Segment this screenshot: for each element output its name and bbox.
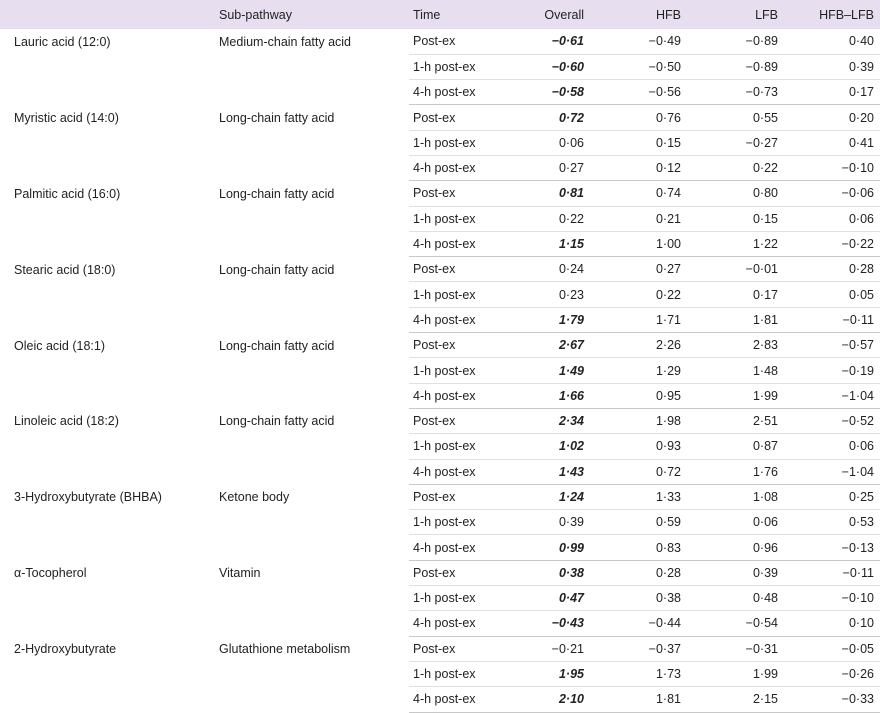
hfb-cell: 2·26 <box>590 333 687 358</box>
hfb-cell: 0·93 <box>590 434 687 459</box>
diff-cell: 0·28 <box>784 257 880 282</box>
overall-cell: −0·61 <box>519 29 590 54</box>
overall-cell: −0·60 <box>519 54 590 79</box>
table-row <box>0 29 880 54</box>
lfb-cell: 1·48 <box>687 358 784 383</box>
time-cell: 1-h post-ex <box>409 586 519 611</box>
time-cell: 1-h post-ex <box>409 434 519 459</box>
overall-cell: 1·02 <box>519 434 590 459</box>
metabolite-name: Stearic acid (18:0) <box>14 262 116 277</box>
metabolite-name: Oleic acid (18:1) <box>14 338 106 353</box>
lfb-cell: 2·51 <box>687 408 784 433</box>
diff-cell: −0·52 <box>784 408 880 433</box>
hfb-cell: 0·38 <box>590 586 687 611</box>
diff-cell: −0·57 <box>784 333 880 358</box>
overall-cell: 0·38 <box>519 560 590 585</box>
hfb-cell: 0·76 <box>590 105 687 130</box>
overall-cell: 0·47 <box>519 586 590 611</box>
metabolite-name: Linoleic acid (18:2) <box>14 414 119 429</box>
time-cell: Post-ex <box>409 333 519 358</box>
diff-cell: −0·19 <box>784 358 880 383</box>
hfb-cell: 0·15 <box>590 130 687 155</box>
time-cell: 4-h post-ex <box>409 611 519 636</box>
overall-cell: 2·10 <box>519 687 590 712</box>
sub-pathway: Long-chain fatty acid <box>219 414 335 429</box>
overall-cell: 0·06 <box>519 130 590 155</box>
hfb-cell: 0·83 <box>590 535 687 560</box>
hfb-cell: 0·59 <box>590 510 687 535</box>
time-cell: Post-ex <box>409 105 519 130</box>
time-cell: 1-h post-ex <box>409 510 519 535</box>
sub-pathway: Ketone body <box>219 490 290 505</box>
diff-cell: −0·33 <box>784 687 880 712</box>
time-cell: 1-h post-ex <box>409 206 519 231</box>
hfb-cell: 1·73 <box>590 661 687 686</box>
time-cell: 1-h post-ex <box>409 282 519 307</box>
hfb-cell: 0·28 <box>590 560 687 585</box>
header-sub-pathway: Sub-pathway <box>219 7 292 22</box>
metabolite-name: 3-Hydroxybutyrate (BHBA) <box>14 490 162 505</box>
lfb-cell: −0·27 <box>687 130 784 155</box>
time-cell: 1-h post-ex <box>409 358 519 383</box>
table-row <box>0 560 880 585</box>
lfb-cell: 2·83 <box>687 333 784 358</box>
metabolite-name: 2-Hydroxybutyrate <box>14 642 117 657</box>
overall-cell: 1·49 <box>519 358 590 383</box>
hfb-cell: 1·00 <box>590 231 687 256</box>
metabolite-name: Myristic acid (14:0) <box>14 110 119 125</box>
diff-cell: 0·25 <box>784 484 880 509</box>
hfb-cell: −0·37 <box>590 636 687 661</box>
diff-cell: 0·10 <box>784 611 880 636</box>
time-cell: 1-h post-ex <box>409 661 519 686</box>
lfb-cell: 2·15 <box>687 687 784 712</box>
diff-cell: −0·10 <box>784 586 880 611</box>
table-row <box>0 484 880 509</box>
hfb-cell: −0·49 <box>590 29 687 54</box>
diff-cell: 0·40 <box>784 29 880 54</box>
hfb-cell: 0·95 <box>590 383 687 408</box>
hfb-cell: −0·44 <box>590 611 687 636</box>
lfb-cell: −0·73 <box>687 80 784 105</box>
lfb-cell: 0·80 <box>687 181 784 206</box>
overall-cell: 1·66 <box>519 383 590 408</box>
diff-cell: 0·05 <box>784 282 880 307</box>
overall-cell: 0·99 <box>519 535 590 560</box>
diff-cell: −0·22 <box>784 231 880 256</box>
header-lfb: LFB <box>755 7 778 22</box>
lfb-cell: 1·76 <box>687 459 784 484</box>
overall-cell: 1·15 <box>519 231 590 256</box>
diff-cell: 0·39 <box>784 54 880 79</box>
time-cell: Post-ex <box>409 484 519 509</box>
lfb-cell: 0·48 <box>687 586 784 611</box>
lfb-cell: 1·99 <box>687 383 784 408</box>
table-body <box>0 29 880 712</box>
overall-cell: 0·23 <box>519 282 590 307</box>
time-cell: 4-h post-ex <box>409 535 519 560</box>
time-cell: 1-h post-ex <box>409 130 519 155</box>
diff-cell: −1·04 <box>784 459 880 484</box>
lfb-cell: 0·06 <box>687 510 784 535</box>
lfb-cell: 0·22 <box>687 155 784 180</box>
diff-cell: −0·06 <box>784 181 880 206</box>
lfb-cell: −0·89 <box>687 29 784 54</box>
diff-cell: 0·41 <box>784 130 880 155</box>
hfb-cell: −0·50 <box>590 54 687 79</box>
time-cell: 1-h post-ex <box>409 54 519 79</box>
overall-cell: 0·72 <box>519 105 590 130</box>
time-cell: 4-h post-ex <box>409 383 519 408</box>
sub-pathway: Long-chain fatty acid <box>219 186 335 201</box>
header-overall: Overall <box>544 7 584 22</box>
lfb-cell: −0·31 <box>687 636 784 661</box>
diff-cell: −0·05 <box>784 636 880 661</box>
overall-cell: 1·79 <box>519 307 590 332</box>
table-row <box>0 333 880 358</box>
sub-pathway: Long-chain fatty acid <box>219 262 335 277</box>
diff-cell: −1·04 <box>784 383 880 408</box>
time-cell: Post-ex <box>409 181 519 206</box>
lfb-cell: 0·15 <box>687 206 784 231</box>
overall-cell: 1·24 <box>519 484 590 509</box>
hfb-cell: 1·29 <box>590 358 687 383</box>
time-cell: Post-ex <box>409 408 519 433</box>
header-hfb-lfb: HFB–LFB <box>819 7 874 22</box>
overall-cell: 1·95 <box>519 661 590 686</box>
sub-pathway: Medium-chain fatty acid <box>219 35 352 49</box>
hfb-cell: −0·56 <box>590 80 687 105</box>
hfb-cell: 0·21 <box>590 206 687 231</box>
header-hfb: HFB <box>656 7 681 22</box>
diff-cell: 0·17 <box>784 80 880 105</box>
lfb-cell: 0·87 <box>687 434 784 459</box>
time-cell: 4-h post-ex <box>409 80 519 105</box>
sub-pathway: Long-chain fatty acid <box>219 110 335 125</box>
lfb-cell: 0·55 <box>687 105 784 130</box>
diff-cell: −0·11 <box>784 307 880 332</box>
table-row <box>0 105 880 130</box>
overall-cell: 2·67 <box>519 333 590 358</box>
lfb-cell: −0·89 <box>687 54 784 79</box>
diff-cell: 0·06 <box>784 434 880 459</box>
header-time: Time <box>413 7 441 22</box>
metabolite-name: Lauric acid (12:0) <box>14 35 111 49</box>
lfb-cell: 1·81 <box>687 307 784 332</box>
lfb-cell: 1·22 <box>687 231 784 256</box>
lfb-cell: −0·01 <box>687 257 784 282</box>
overall-cell: −0·43 <box>519 611 590 636</box>
diff-cell: 0·06 <box>784 206 880 231</box>
diff-cell: −0·11 <box>784 560 880 585</box>
lfb-cell: 1·08 <box>687 484 784 509</box>
time-cell: 4-h post-ex <box>409 307 519 332</box>
diff-cell: 0·20 <box>784 105 880 130</box>
time-cell: 4-h post-ex <box>409 155 519 180</box>
lfb-cell: 1·99 <box>687 661 784 686</box>
hfb-cell: 0·27 <box>590 257 687 282</box>
hfb-cell: 1·81 <box>590 687 687 712</box>
diff-cell: −0·10 <box>784 155 880 180</box>
overall-cell: −0·58 <box>519 80 590 105</box>
overall-cell: 0·24 <box>519 257 590 282</box>
time-cell: Post-ex <box>409 29 519 54</box>
sub-pathway: Long-chain fatty acid <box>219 338 335 353</box>
diff-cell: −0·13 <box>784 535 880 560</box>
hfb-cell: 0·22 <box>590 282 687 307</box>
hfb-cell: 0·72 <box>590 459 687 484</box>
overall-cell: 0·81 <box>519 181 590 206</box>
table-row <box>0 636 880 661</box>
sub-pathway: Vitamin <box>219 566 261 581</box>
time-cell: 4-h post-ex <box>409 687 519 712</box>
overall-cell: −0·21 <box>519 636 590 661</box>
time-cell: 4-h post-ex <box>409 231 519 256</box>
diff-cell: 0·53 <box>784 510 880 535</box>
metabolite-name: α-Tocopherol <box>14 566 87 581</box>
hfb-cell: 1·33 <box>590 484 687 509</box>
header-metabolite <box>0 0 215 29</box>
time-cell: 4-h post-ex <box>409 459 519 484</box>
overall-cell: 0·27 <box>519 155 590 180</box>
hfb-cell: 0·12 <box>590 155 687 180</box>
overall-cell: 1·43 <box>519 459 590 484</box>
header-row <box>0 0 880 29</box>
table-row <box>0 257 880 282</box>
time-cell: Post-ex <box>409 257 519 282</box>
sub-pathway: Glutathione metabolism <box>219 642 351 657</box>
lfb-cell: −0·54 <box>687 611 784 636</box>
hfb-cell: 0·74 <box>590 181 687 206</box>
overall-cell: 0·39 <box>519 510 590 535</box>
metabolite-name: Palmitic acid (16:0) <box>14 186 121 201</box>
lfb-cell: 0·39 <box>687 560 784 585</box>
time-cell: Post-ex <box>409 560 519 585</box>
hfb-cell: 1·98 <box>590 408 687 433</box>
overall-cell: 2·34 <box>519 408 590 433</box>
table-row <box>0 408 880 433</box>
time-cell: Post-ex <box>409 636 519 661</box>
hfb-cell: 1·71 <box>590 307 687 332</box>
table-row <box>0 181 880 206</box>
lfb-cell: 0·96 <box>687 535 784 560</box>
diff-cell: −0·26 <box>784 661 880 686</box>
lfb-cell: 0·17 <box>687 282 784 307</box>
overall-cell: 0·22 <box>519 206 590 231</box>
